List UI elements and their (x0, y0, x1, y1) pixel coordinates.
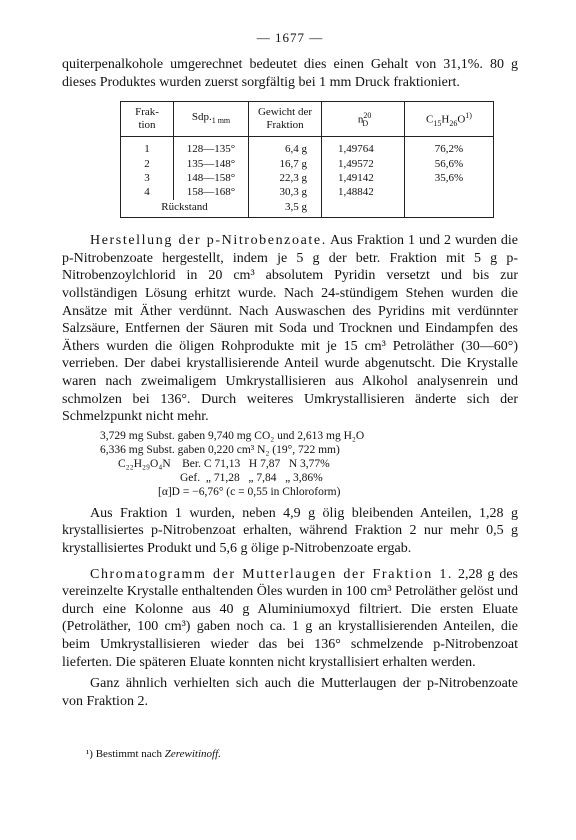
table-row (121, 157, 494, 171)
table-cell: 35,6% (405, 171, 494, 185)
table-cell: 2 (121, 157, 174, 171)
table-cell: 1,49764 (322, 137, 405, 157)
analysis-line: 6,336 mg Subst. gaben 0,220 cm³ N₂ (19°, 722 mm) (100, 443, 340, 456)
footnote-text: Bestimmt nach (95, 748, 163, 760)
table-cell: 148—158° (174, 171, 249, 185)
fraction-table (120, 101, 494, 218)
paragraph-fraction-2: Ganz ähnlich verhielten sich auch die Mutterlaugen der p-Nitrobenzoate von Fraktion 2. (62, 676, 518, 709)
table-cell (405, 185, 494, 199)
col-refractive-index: $n^{20}_D$ (322, 102, 405, 137)
table-row-residue (121, 200, 494, 218)
analysis-line: 3,729 mg Subst. gaben 9,740 mg CO₂ und 2,613 mg H₂O (100, 429, 365, 442)
footnote-author: Zerewitinoff. (164, 748, 221, 760)
table-row (121, 171, 494, 185)
table-row (121, 137, 494, 157)
analysis-line: C₂₂H₂₉O₄N Ber. C 71,13 H 7,87 N 3,77% (118, 457, 330, 470)
table-cell: 158—168° (174, 185, 249, 199)
table-cell: 3 (121, 171, 174, 185)
page-number: — 1677 — (256, 30, 324, 45)
table-cell: 16,7 g (249, 157, 322, 171)
table-cell: 56,6% (405, 157, 494, 171)
section-chromatogram (62, 566, 518, 672)
table-cell: 1,49572 (322, 157, 405, 171)
table-cell (322, 200, 405, 218)
table-cell: 1,49142 (322, 171, 405, 185)
table-cell: 6,4 g (249, 137, 322, 157)
col-boiling-point: $Sdp._{1 mm}$ (174, 102, 249, 137)
table-cell: 128—135° (174, 137, 249, 157)
intro-paragraph: quiterpenalkohole umgerechnet bedeutet dies einen Gehalt von 31,1%. 80 g dieses Produktes wurden zuerst sorgfältig bei 1 mm Druck fraktioniert. (62, 57, 518, 90)
section-text: 2,28 g des vereinzelte Krystalle enthaltenden Öles wurden in 100 cm³ Petroläther gelöst und durch eine Kolonne aus 40 g Aluminiumoxyd filtriert. Die ersten Eluate (Petroläther, 100 cm³) gaben noch ca. 1 g an krystallisierenden Anteilen, die beim Umkrystallisieren wieder das bei 136° schmelzende p-Nitrobenzoat lieferten. Die späteren Eluate konnten nicht krystallisiert erhalten werden. (62, 566, 518, 670)
table-cell: 1 (121, 137, 174, 157)
table-cell: 22,3 g (249, 171, 322, 185)
col-content: $C_{15}H_{26}O^{1)}$ (405, 102, 494, 137)
table-cell: 30,3 g (249, 185, 322, 199)
col-fraction: Frak- tion (121, 102, 174, 137)
section-text: Aus Fraktion 1 und 2 wurden die p-Nitrobenzoate hergestellt, indem je 5 g der betr. Fraktion mit 5 g p-Nitrobenzoylchlorid in 20 cm³ absolutem Pyridin versetzt und bis zur vollständigen Lösung erhitzt wurde. Nach 24-stündigem Stehen wurden die Ansätze mit Äther verdünnt. Nach Auswaschen des Pyridins mit verdünnter Salzsäure, Entfernen der Säuren mit Soda und Trocknen und Eindampfen des Äthers wurden die öligen Rohprodukte mit je 15 cm³ Petroläther (30—60°) verrieben. Der dabei krystallisierende Anteil wurde abgenutscht. Die Krystalle waren nach zweimaligem Umkrystallisieren aus Alkohol analysenrein und schmolzen bei 136°. Durch weiteres Umkrystallisieren änderte sich der Schmelzpunkt nicht mehr. (62, 233, 518, 425)
table-cell: 135—148° (174, 157, 249, 171)
footnote (86, 748, 221, 760)
section-heading: Chromatogramm der Mutterlaugen der Fraktion 1. (90, 566, 454, 582)
table-cell: 4 (121, 185, 174, 199)
table-cell: 1,48842 (322, 185, 405, 199)
elemental-analysis (62, 429, 518, 499)
table-cell: 76,2% (405, 137, 494, 157)
table-cell (405, 200, 494, 218)
analysis-line: [α]D = −6,76° (c = 0,55 in Chloroform) (158, 485, 341, 498)
section-nitrobenzoate (62, 232, 518, 426)
section-heading: Herstellung der p-Nitrobenzoate. (90, 233, 327, 249)
table-row (121, 185, 494, 199)
residue-label: Rückstand (121, 200, 249, 218)
footnote-mark: ¹) (86, 748, 93, 760)
col-weight: Gewicht der Fraktion (249, 102, 322, 137)
residue-weight: 3,5 g (249, 200, 322, 218)
paragraph-fraction-1: Aus Fraktion 1 wurden, neben 4,9 g ölig bleibenden Anteilen, 1,28 g krystallisiertes p-Nitrobenzoat erhalten, während Fraktion 2 nur mehr 0,5 g krystallisiertes Produkt und 5,6 g ölige p-Nitrobenzoate ergab. (62, 505, 518, 556)
page (62, 30, 518, 710)
analysis-line: Gef. „ 71,28 „ 7,84 „ 3,86% (180, 471, 323, 484)
